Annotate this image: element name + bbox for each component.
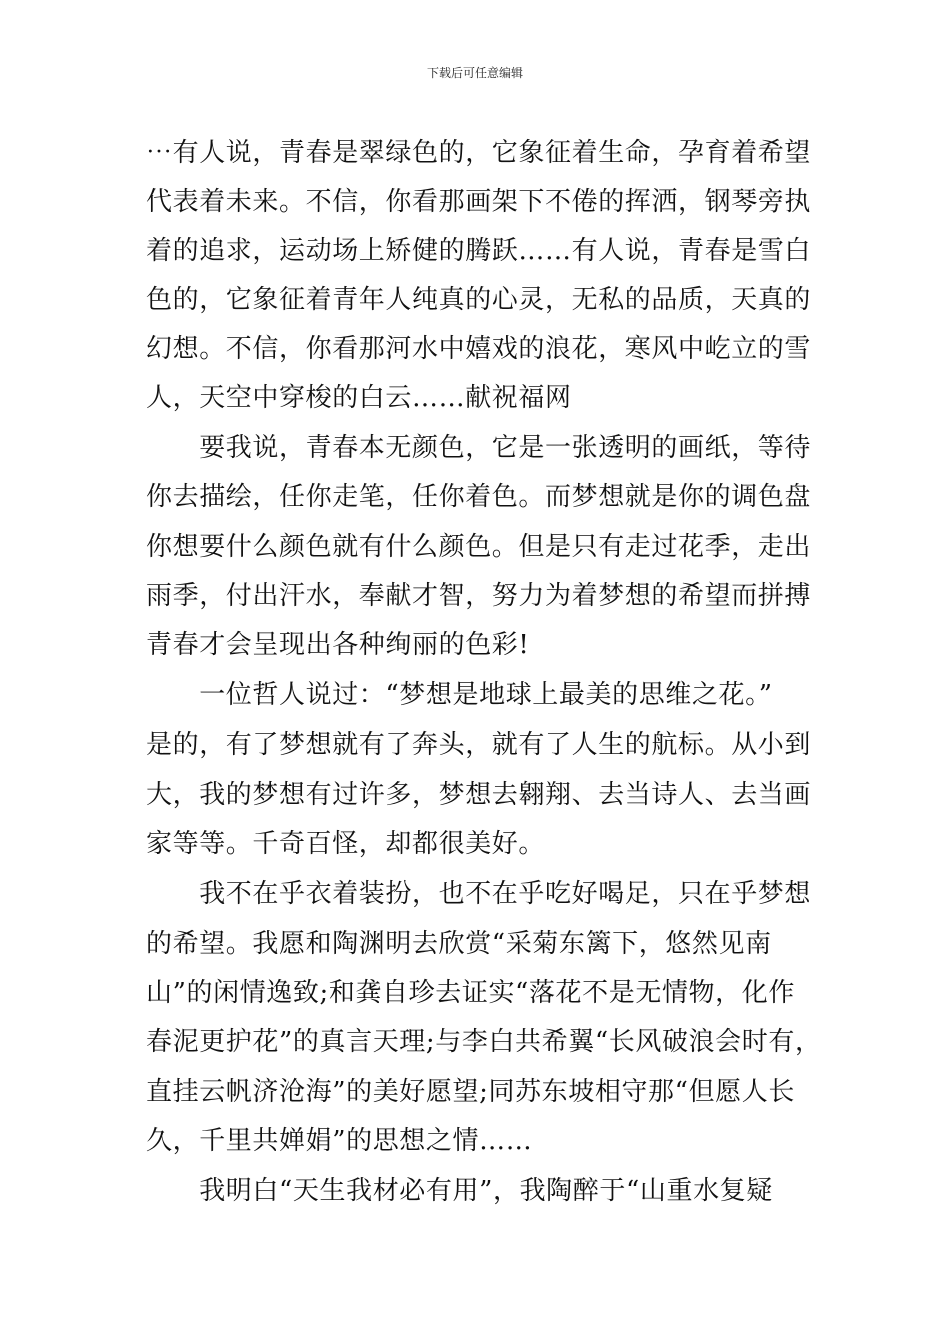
body-line: 一位哲人说过：“梦想是地球上最美的思维之花。” [146,680,773,710]
body-line: 直挂云帆济沧海”的美好愿望;同苏东坡相守那“但愿人长 [146,1077,795,1107]
body-line: 大，我的梦想有过许多，梦想去翱翔、去当诗人、去当画 [146,780,812,810]
body-line: ⋯有人说，青春是翠绿色的，它象征着生命，孕育着希望 [146,138,812,168]
body-line: 代表着未来。不信，你看那画架下不倦的挥洒，钢琴旁执 [146,187,812,217]
body-line: 色的，它象征着青年人纯真的心灵，无私的品质，天真的 [146,285,812,315]
body-line: 你想要什么颜色就有什么颜色。但是只有走过花季，走出 [146,532,812,562]
body-line: 春泥更护花”的真言天理;与李白共希翼“长风破浪会时有， [146,1027,822,1057]
body-line: 是的，有了梦想就有了奔头，就有了人生的航标。从小到 [146,730,812,760]
page-header: 下载后可任意编辑 [426,66,523,80]
body-line: 幻想。不信，你看那河水中嬉戏的浪花，寒风中屹立的雪 [146,334,812,364]
body-line: 要我说，青春本无颜色，它是一张透明的画纸，等待 [146,433,812,463]
body-line: 我明白“天生我材必有用”，我陶醉于“山重水复疑 [146,1176,773,1206]
body-line: 你去描绘，任你走笔，任你着色。而梦想就是你的调色盘 [146,482,812,512]
body-line: 我不在乎衣着装扮，也不在乎吃好喝足，只在乎梦想 [146,879,812,909]
body-line: 雨季，付出汗水，奉献才智，努力为着梦想的希望而拼搏 [146,581,812,611]
body-line: 久，千里共婵娟”的思想之情…… [146,1126,533,1156]
body-line: 着的追求，运动场上矫健的腾跃……有人说，青春是雪白 [146,236,812,266]
body-line: 青春才会呈现出各种绚丽的色彩! [146,630,530,660]
body-line: 人，天空中穿梭的白云……献祝福网 [146,383,572,413]
body-line: 的希望。我愿和陶渊明去欣赏“采菊东篱下，悠然见南 [146,929,772,959]
body-line: 家等等。千奇百怪，却都很美好。 [146,829,546,859]
body-line: 山”的闲情逸致;和龚自珍去证实“落花不是无情物，化作 [146,978,795,1008]
